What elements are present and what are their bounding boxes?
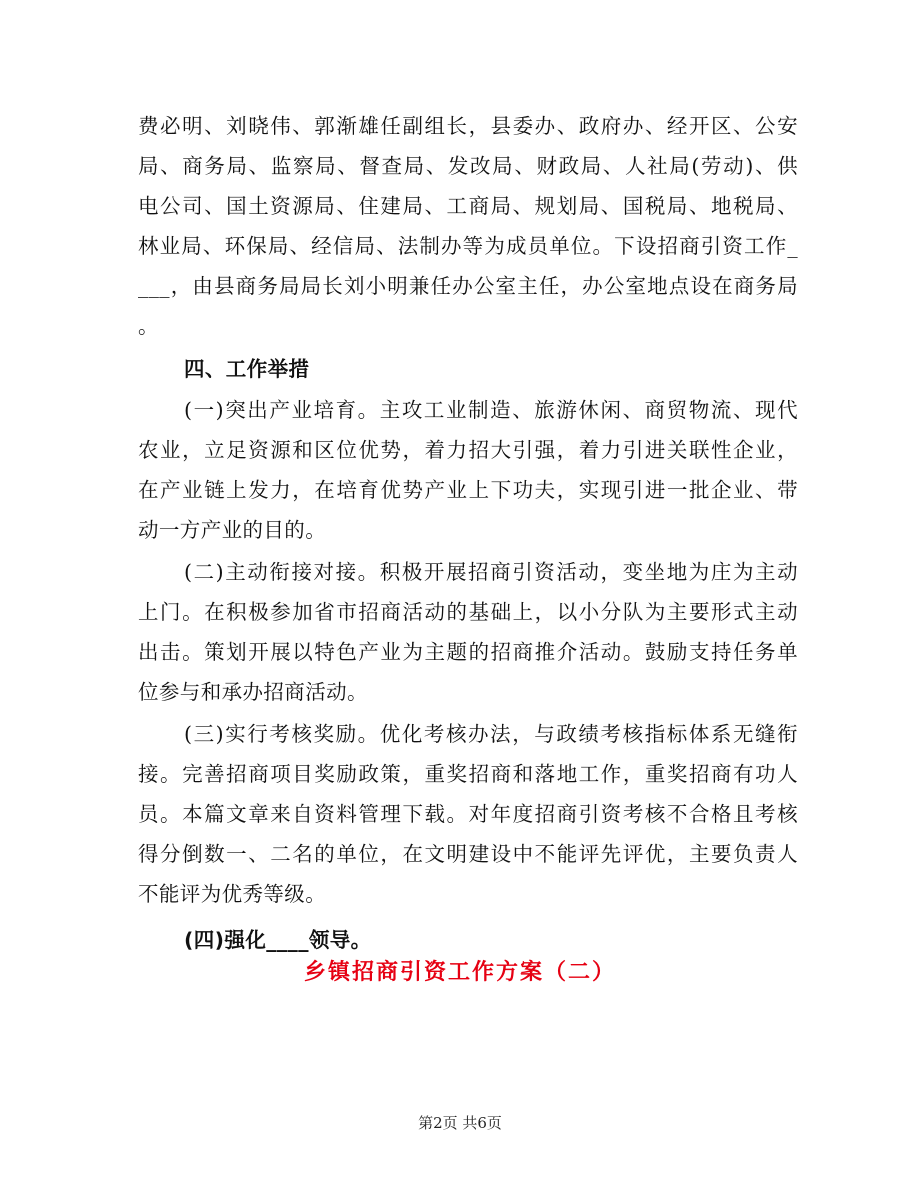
measure-1-line-2: 农业，立足资源和区位优势，着力招大引强，着力引进关联性企业， (138, 438, 798, 462)
measure-3-line-4: 得分倒数一、二名的单位，在文明建设中不能评先评优，主要负责人 (138, 842, 798, 866)
measure-2-line-1: (二)主动衔接对接。积极开展招商引资活动，变坐地为庄为主动 (184, 560, 798, 584)
members-line-5: ___，由县商务局局长刘小明兼任办公室主任，办公室地点设在商务局 (138, 274, 798, 298)
measure-3-line-3: 员。本篇文章来自资料管理下载。对年度招商引资考核不合格且考核 (138, 802, 798, 826)
measure-3-line-5: 不能评为优秀等级。 (138, 882, 327, 906)
members-line-3: 电公司、国土资源局、住建局、工商局、规划局、国税局、地税局、 (138, 194, 798, 218)
measure-3-line-1: (三)实行考核奖励。优化考核办法，与政绩考核指标体系无缝衔 (184, 722, 798, 746)
members-line-2: 局、商务局、监察局、督查局、发改局、财政局、人社局(劳动)、供 (138, 154, 798, 178)
page-indicator: 第2页 共6页 (418, 1114, 502, 1132)
measure-3-line-2: 接。完善招商项目奖励政策，重奖招商和落地工作，重奖招商有功人 (138, 762, 798, 786)
measure-2-line-4: 位参与和承办招商活动。 (138, 680, 368, 704)
next-section-title: 乡镇招商引资工作方案（二） (303, 960, 616, 985)
measure-2-line-2: 上门。在积极参加省市招商活动的基础上，以小分队为主要形式主动 (138, 600, 798, 624)
members-line-6: 。 (138, 314, 159, 338)
measure-1-line-3: 在产业链上发力，在培育优势产业上下功夫，实现引进一批企业、带 (138, 478, 798, 502)
members-line-1: 费必明、刘晓伟、郭渐雄任副组长，县委办、政府办、经开区、公安 (138, 114, 798, 138)
members-line-4: 林业局、环保局、经信局、法制办等为成员单位。下设招商引资工作_ (138, 234, 798, 258)
measure-1-line-4: 动一方产业的目的。 (138, 518, 327, 542)
measure-2-line-3: 出击。策划开展以特色产业为主题的招商推介活动。鼓励支持任务单 (138, 640, 798, 664)
section-four-heading: 四、工作举措 (184, 357, 310, 381)
measure-4-heading: (四)强化____领导。 (184, 928, 372, 952)
measure-1-line-1: (一)突出产业培育。主攻工业制造、旅游休闲、商贸物流、现代 (184, 398, 798, 422)
